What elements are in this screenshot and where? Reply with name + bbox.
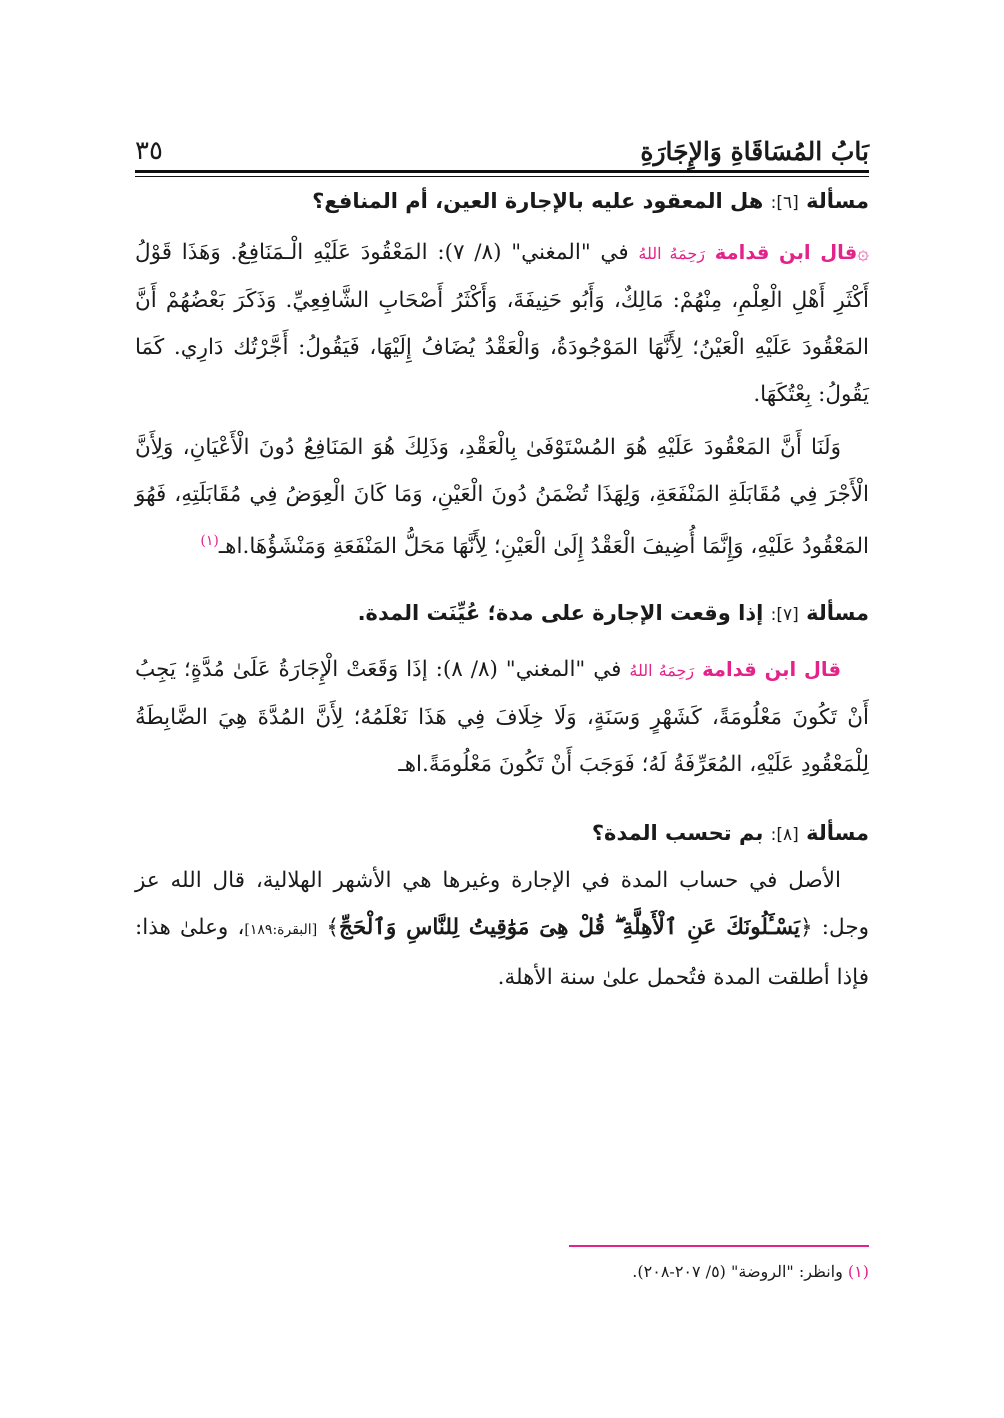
- page-number: ٣٥: [135, 136, 163, 166]
- header-rule-thin: [135, 176, 869, 177]
- quote-text: المَعْقُودَ عَلَيْهِ الْـمَنَافِعُ. وَهَذَا قَوْلُ أَكْثَرِ أَهْلِ الْعِلْمِ، مِنْهُمْ: مَالِكٌ، وَأَبُو حَنِيفَةَ، وَأَكْثَرُ أَصْحَابِ الشَّافِعِيِّ. وَذَكَرَ بَعْضُهُمْ أَنَّ المَعْقُودَ عَلَيْهِ الْعَيْنُ؛ لِأَنَّهَا المَوْجُودَةُ، وَالْعَقْدُ يُضَافُ إِلَيْهَا، فَيَقُولُ: أَجَّرْتُك دَارِي. كَمَا يَقُولُ: بِعْتُكَهَا.: [135, 240, 869, 408]
- question-7-paragraph: [135, 646, 869, 788]
- question-6-paragraph-1: [135, 229, 869, 418]
- page-header: [135, 120, 869, 166]
- question-number: [٦]:: [770, 193, 799, 213]
- footnote-marker[interactable]: (١): [200, 533, 219, 550]
- question-label: مسألة: [806, 820, 869, 845]
- quran-reference: [البقرة:١٨٩]: [244, 922, 318, 939]
- question-8-paragraph: [135, 857, 869, 1001]
- quran-close-bracket: ﴾: [326, 915, 339, 941]
- honorific: رَحِمَهُ اللهُ: [629, 660, 695, 680]
- question-7-heading: [135, 600, 869, 627]
- question-8-heading: [135, 820, 869, 847]
- paragraph-text-continued: ، وعلىٰ هذا: فإذا أطلقت المدة فتُحمل علىٰ سنة الأهلة.: [135, 915, 869, 991]
- main-content: [135, 186, 869, 1001]
- quote-text: إذَا وَقَعَتْ الْإِجَارَةُ عَلَىٰ مُدَّةٍ؛ يَجِبُ أَنْ تَكُونَ مَعْلُومَةً، كَشَهْرٍ وَسَنَةٍ، وَلَا خِلَافَ فِي هَذَا نَعْلَمُهُ؛ لِأَنَّ المُدَّةَ هِيَ الضَّابِطَةُ لِلْمَعْقُودِ عَلَيْهِ، المُعَرِّفَةُ لَهُ؛ فَوَجَبَ أَنْ تَكُونَ مَعْلُومَةً.اهـ: [135, 656, 869, 777]
- source-citation: في "المغني" (٨/ ٨):: [435, 656, 622, 682]
- question-6-paragraph-2: [135, 424, 869, 570]
- quran-open-bracket: ﴿: [799, 915, 813, 941]
- header-rule-thick: [135, 170, 869, 173]
- ornament-star-icon: ۞: [857, 240, 869, 265]
- question-title: إذا وقعت الإجارة على مدة؛ عُيِّنَت المدة.: [357, 601, 764, 626]
- quran-verse: يَسْـَٔلُونَكَ عَنِ ٱلْأَهِلَّةِ ۖ قُلْ هِىَ مَوَٰقِيتُ لِلنَّاسِ وَٱلْحَجِّ: [338, 915, 800, 941]
- honorific: رَحِمَهُ اللهُ: [638, 244, 705, 264]
- question-label: مسألة: [806, 601, 869, 626]
- question-title: بم تحسب المدة؟: [591, 820, 764, 845]
- footnote: [135, 1262, 869, 1281]
- author-name: قال ابن قدامة: [702, 657, 841, 681]
- author-name: قال ابن قدامة: [714, 241, 858, 265]
- question-title: هل المعقود عليه بالإجارة العين، أم المنافع؟: [312, 189, 764, 213]
- footnote-text: وانظر: "الروضة" (٥/ ٢٠٧-٢٠٨).: [632, 1262, 843, 1281]
- footnote-number: (١): [847, 1262, 869, 1281]
- quote-text: وَلَنَا أَنَّ المَعْقُودَ عَلَيْهِ هُوَ المُسْتَوْفَىٰ بِالْعَقْدِ، وَذَلِكَ هُوَ المَنَافِعُ دُونَ الْأَعْيَانِ، وَلِأَنَّ الْأَجْرَ فِي مُقَابَلَةِ المَنْفَعَةِ، وَلِهَذَا تُضْمَنُ دُونَ الْعَيْنِ، وَمَا كَانَ الْعِوَضُ فِي مُقَابَلَتِهِ، فَهُوَ المَعْقُودُ عَلَيْهِ، وَإِنَّمَا أُضِيفَ الْعَقْدُ إِلَىٰ الْعَيْنِ؛ لِأَنَّهَا مَحَلُّ المَنْفَعَةِ وَمَنْشَؤُهَا.اهـ: [135, 435, 869, 560]
- footnote-separator: [569, 1245, 869, 1247]
- source-citation: في "المغني" (٨/ ٧):: [437, 240, 629, 266]
- question-label: مسألة: [806, 189, 869, 213]
- question-number: [٨]:: [770, 824, 799, 845]
- paragraph-text: الأصل في حساب المدة في الإجارة وغيرها هي الأشهر الهلالية، قال الله عز وجل:: [135, 868, 869, 941]
- chapter-title: بَابُ المُسَاقَاةِ وَالإِجَارَةِ: [640, 137, 869, 166]
- question-6-heading: [135, 188, 869, 215]
- question-number: [٧]:: [770, 605, 799, 626]
